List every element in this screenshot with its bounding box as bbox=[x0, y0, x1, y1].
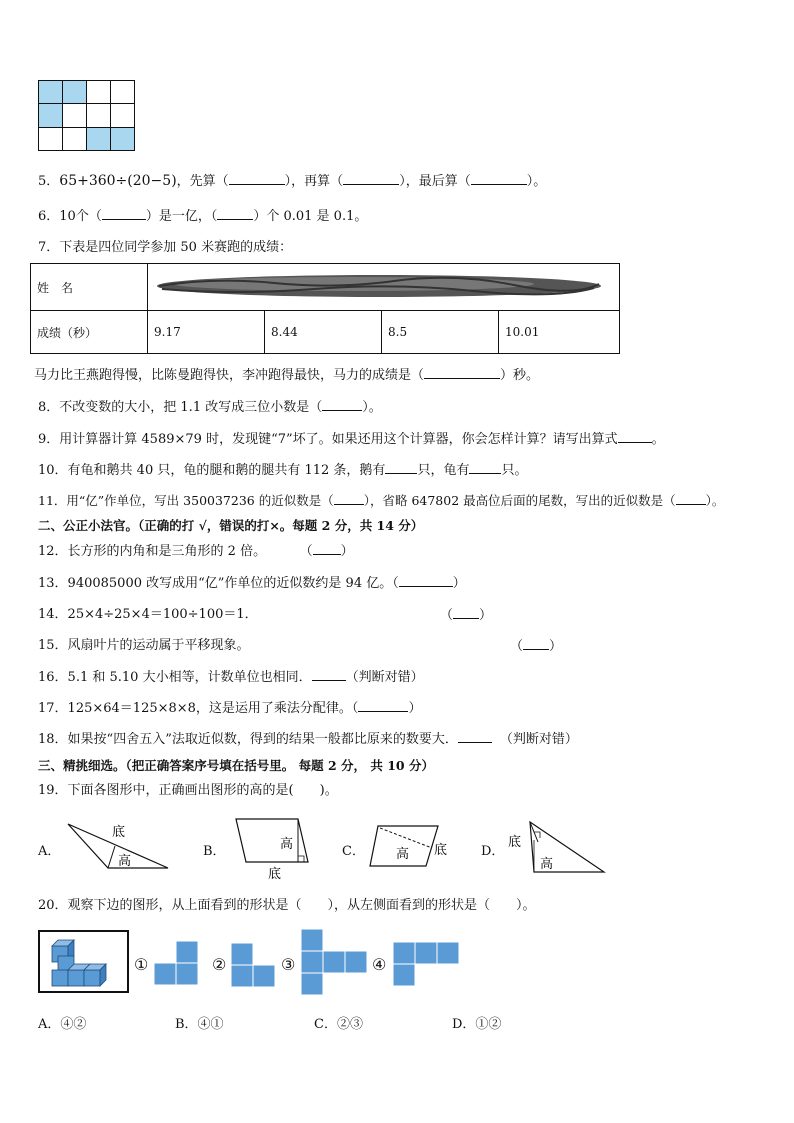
q11-blank-1[interactable] bbox=[334, 492, 364, 505]
redacted-names-scribble bbox=[154, 269, 604, 303]
q20-label-4: ④ bbox=[372, 955, 387, 974]
name-header: 姓 名 bbox=[31, 264, 148, 311]
svg-text:高: 高 bbox=[396, 847, 410, 862]
score-header: 成绩（秒） bbox=[31, 311, 148, 354]
q16-blank[interactable] bbox=[312, 668, 346, 681]
q7-blank[interactable] bbox=[424, 366, 500, 379]
question-11: 11．用“亿”作单位，写出 350037236 的近似数是（ ），省略 647802 最高位后面的尾数，写出的近似数是（ ）。 bbox=[38, 493, 725, 508]
q9-blank[interactable] bbox=[618, 430, 652, 443]
q6-blank-2[interactable] bbox=[217, 207, 253, 220]
q19-option-c[interactable]: C． bbox=[342, 844, 365, 859]
svg-text:底: 底 bbox=[508, 835, 522, 850]
q5-blank-1[interactable] bbox=[229, 172, 285, 185]
q5-blank-2[interactable] bbox=[343, 172, 399, 185]
q20-option-d[interactable]: D．①② bbox=[452, 1017, 502, 1032]
svg-text:底: 底 bbox=[268, 867, 282, 882]
q20-cube-figure bbox=[38, 930, 130, 994]
question-18: 18．如果按“四舍五入”法取近似数，得到的结果一般都比原来的数要大． （判断对错） bbox=[38, 732, 578, 747]
question-17: 17．125×64＝125×8×8，这是运用了乘法分配律。（ ） bbox=[38, 701, 422, 716]
q20-option-a[interactable]: A．④② bbox=[38, 1017, 87, 1032]
q20-view-3 bbox=[300, 928, 370, 996]
q20-option-b[interactable]: B．④① bbox=[175, 1017, 224, 1032]
score-cell: 8.5 bbox=[382, 311, 499, 354]
score-cell: 8.44 bbox=[265, 311, 382, 354]
q11-blank-2[interactable] bbox=[676, 492, 706, 505]
shaded-cell bbox=[111, 128, 135, 152]
shaded-cell bbox=[39, 81, 63, 105]
shaded-cell bbox=[87, 128, 111, 152]
q14-blank[interactable] bbox=[453, 606, 479, 619]
q17-blank[interactable] bbox=[358, 699, 408, 712]
q15-blank[interactable] bbox=[523, 637, 549, 650]
question-15: 15．风扇叶片的运动属于平移现象。 bbox=[38, 638, 250, 653]
q19-figure-d bbox=[504, 818, 608, 876]
q10-blank-2[interactable] bbox=[469, 461, 501, 474]
question-8: 8．不改变数的大小，把 1.1 改写成三位小数是（ ）。 bbox=[38, 400, 382, 415]
q20-label-2: ② bbox=[212, 955, 227, 974]
question-13: 13．940085000 改写成用“亿”作单位的近似数约是 94 亿。（ ） bbox=[38, 576, 466, 591]
score-cell: 10.01 bbox=[499, 311, 620, 354]
q13-blank[interactable] bbox=[399, 574, 453, 587]
section-3-heading: 三、精挑细选。（把正确答案序号填在括号里。 每题 2 分， 共 10 分） bbox=[38, 758, 434, 773]
svg-text:高: 高 bbox=[118, 854, 132, 869]
q20-view-4 bbox=[392, 941, 462, 987]
q19-option-d[interactable]: D． bbox=[481, 844, 505, 859]
shaded-cell bbox=[39, 104, 63, 128]
q12-blank[interactable] bbox=[313, 542, 341, 555]
question-9: 9．用计算器计算 4589×79 时，发现键“7”坏了。如果还用这个计算器，你会怎样计算？请写出算式 。 bbox=[38, 432, 665, 447]
svg-text:底: 底 bbox=[434, 843, 448, 858]
q8-blank[interactable] bbox=[322, 398, 362, 411]
svg-text:底: 底 bbox=[112, 825, 126, 840]
q20-label-1: ① bbox=[134, 955, 149, 974]
q19-figure-a bbox=[60, 818, 175, 873]
score-table bbox=[30, 263, 620, 354]
q20-view-2 bbox=[231, 942, 277, 988]
q18-blank[interactable] bbox=[458, 730, 492, 743]
shaded-grid-figure bbox=[38, 80, 136, 152]
shaded-cell bbox=[63, 81, 87, 105]
q5-blank-3[interactable] bbox=[471, 172, 527, 185]
question-7: 7．下表是四位同学参加 50 米赛跑的成绩： bbox=[38, 240, 293, 255]
q19-option-b[interactable]: B． bbox=[203, 844, 226, 859]
score-cell: 9.17 bbox=[148, 311, 265, 354]
question-10: 10．有龟和鹅共 40 只，龟的腿和鹅的腿共有 112 条，鹅有 只，龟有 只。 bbox=[38, 463, 528, 478]
q6-blank-1[interactable] bbox=[102, 207, 146, 220]
q14-answer: （ ） bbox=[440, 608, 493, 623]
section-2-heading: 二、公正小法官。（正确的打 √，错误的打×。每题 2 分，共 14 分） bbox=[38, 518, 424, 533]
question-16: 16．5.1 和 5.10 大小相等，计数单位也相同． （判断对错） bbox=[38, 670, 424, 685]
svg-text:高: 高 bbox=[540, 857, 554, 872]
q10-blank-1[interactable] bbox=[385, 461, 417, 474]
q19-figure-b bbox=[228, 816, 318, 882]
q20-view-1 bbox=[154, 940, 200, 986]
q19-option-a[interactable]: A． bbox=[38, 844, 61, 859]
q20-label-3: ③ bbox=[281, 955, 296, 974]
q15-answer: （ ） bbox=[510, 639, 563, 654]
q19-figure-c bbox=[366, 820, 456, 872]
question-6: 6．10个（ ）是一亿，（ ）个 0.01 是 0.1。 bbox=[38, 209, 368, 224]
names-redacted bbox=[148, 264, 620, 311]
question-14: 14．25×4÷25×4＝100÷100＝1． bbox=[38, 607, 258, 622]
q5-expression: 65+360÷(20−5) bbox=[59, 173, 177, 189]
svg-text:高: 高 bbox=[280, 837, 294, 852]
question-7-statement: 马力比王燕跑得慢，比陈曼跑得快，李冲跑得最快，马力的成绩是（ ）秒。 bbox=[34, 368, 540, 383]
question-5: 5．65+360÷(20−5)，先算（ ），再算（ ），最后算（ ）。 bbox=[38, 173, 547, 189]
q20-option-c[interactable]: C．②③ bbox=[314, 1017, 363, 1032]
question-19: 19．下面各图形中，正确画出图形的高的是( )。 bbox=[38, 783, 338, 798]
question-12: 12．长方形的内角和是三角形的 2 倍。 （ ） bbox=[38, 544, 354, 559]
question-20: 20．观察下边的图形，从上面看到的形状是（ ），从左侧面看到的形状是（ ）。 bbox=[38, 898, 536, 913]
